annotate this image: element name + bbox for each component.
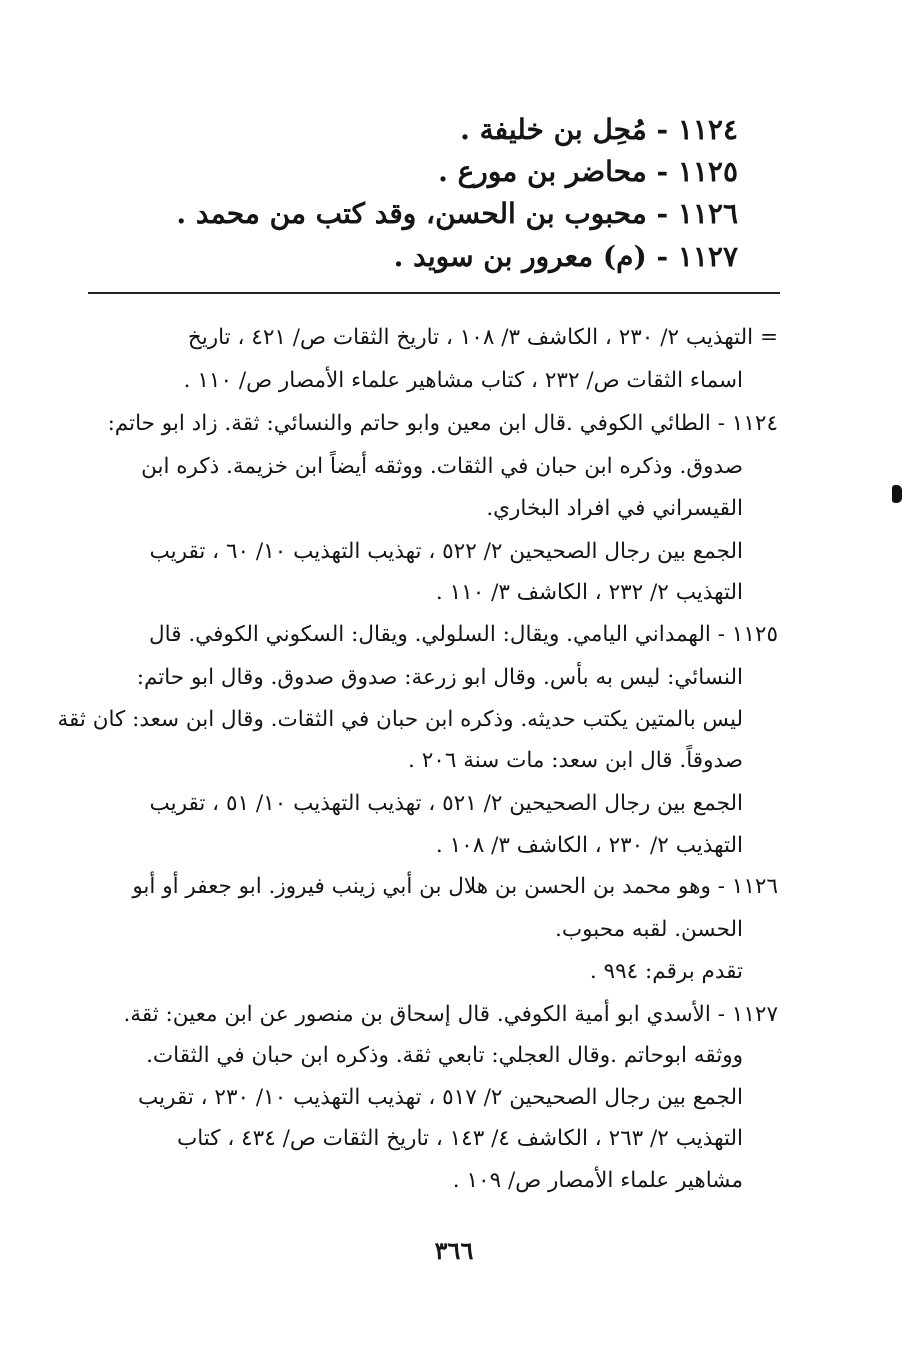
footnote-line: التهذيب ٢/ ٢٣٠ ، الكاشف ٣/ ١٠٨ . bbox=[435, 833, 743, 858]
footnote-line: ١١٢٧ - الأسدي ابو أمية الكوفي. قال إسحاق بن منصور عن ابن معين: ثقة. bbox=[123, 1002, 778, 1027]
footnote-line: صدوقاً. قال ابن سعد: مات سنة ٢٠٦ . bbox=[408, 748, 743, 773]
footnote-line: التهذيب ٢/ ٢٣٢ ، الكاشف ٣/ ١١٠ . bbox=[435, 580, 743, 605]
footnote-line: القيسراني في افراد البخاري. bbox=[486, 496, 743, 521]
entry-1124: ١١٢٤ - مُحِل بن خليفة . bbox=[460, 113, 738, 146]
footnote-separator bbox=[88, 292, 780, 294]
footnote-line: مشاهير علماء الأمصار ص/ ١٠٩ . bbox=[452, 1168, 743, 1193]
footnote-line: ١١٢٤ - الطائي الكوفي .قال ابن معين وابو حاتم والنسائي: ثقة. زاد ابو حاتم: bbox=[107, 411, 778, 436]
scan-edge-mark bbox=[892, 485, 902, 503]
entry-1126: ١١٢٦ - محبوب بن الحسن، وقد كتب من محمد . bbox=[176, 197, 738, 230]
footnote-line: التهذيب ٢/ ٢٦٣ ، الكاشف ٤/ ١٤٣ ، تاريخ الثقات ص/ ٤٣٤ ، كتاب bbox=[177, 1126, 743, 1151]
footnote-line: ووثقه ابوحاتم .وقال العجلي: تابعي ثقة. وذكره ابن حبان في الثقات. bbox=[146, 1043, 743, 1068]
footnote-line: ١١٢٥ - الهمداني اليامي. ويقال: السلولي. ويقال: السكوني الكوفي. قال bbox=[149, 622, 778, 647]
footnote-line: ليس بالمتين يكتب حديثه. وذكره ابن حبان في الثقات. وقال ابن سعد: كان ثقة bbox=[57, 707, 743, 732]
footnote-line: تقدم برقم: ٩٩٤ . bbox=[589, 959, 743, 984]
entry-1125: ١١٢٥ - محاضر بن مورع . bbox=[438, 155, 738, 188]
footnote-line: الجمع بين رجال الصحيحين ٢/ ٥٢١ ، تهذيب التهذيب ١٠/ ٥١ ، تقريب bbox=[149, 791, 743, 816]
footnote-line: النسائي: ليس به بأس. وقال ابو زرعة: صدوق صدوق. وقال ابو حاتم: bbox=[136, 665, 743, 690]
page-number: ٣٦٦ bbox=[434, 1236, 474, 1265]
footnote-line: الجمع بين رجال الصحيحين ٢/ ٥٢٢ ، تهذيب التهذيب ١٠/ ٦٠ ، تقريب bbox=[149, 539, 743, 564]
footnote-line: ١١٢٦ - وهو محمد بن الحسن بن هلال بن أبي زينب فيروز. ابو جعفر أو أبو bbox=[132, 874, 778, 899]
footnote-line: صدوق. وذكره ابن حبان في الثقات. ووثقه أيضاً ابن خزيمة. ذكره ابن bbox=[141, 454, 743, 479]
footnote-line: = التهذيب ٢/ ٢٣٠ ، الكاشف ٣/ ١٠٨ ، تاريخ الثقات ص/ ٤٢١ ، تاريخ bbox=[187, 325, 778, 350]
footnote-line: الحسن. لقبه محبوب. bbox=[555, 917, 743, 942]
entry-1127: ١١٢٧ - (م) معرور بن سويد . bbox=[393, 240, 738, 273]
footnote-line: اسماء الثقات ص/ ٢٣٢ ، كتاب مشاهير علماء الأمصار ص/ ١١٠ . bbox=[183, 368, 743, 393]
footnote-line: الجمع بين رجال الصحيحين ٢/ ٥١٧ ، تهذيب التهذيب ١٠/ ٢٣٠ ، تقريب bbox=[137, 1085, 743, 1110]
